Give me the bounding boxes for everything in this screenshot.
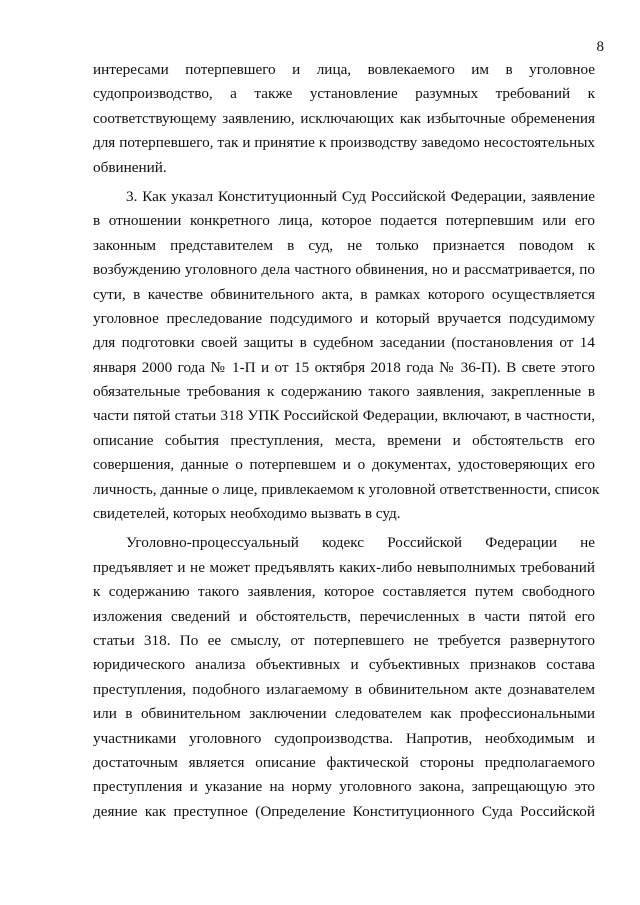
text-line: статьи 318. По ее смыслу, от потерпевшего не требуется развернутого: [93, 631, 595, 649]
text-line: части пятой статьи 318 УПК Российской Федерации, включают, в частности,: [93, 407, 595, 425]
text-line: участниками уголовного судопроизводства. Напротив, необходимым и: [93, 729, 595, 747]
paragraph-1: [93, 58, 595, 180]
text-line: преступления и указание на норму уголовного закона, запрещающую это: [93, 778, 595, 796]
text-line: юридического анализа объективных и субъективных признаков состава: [93, 656, 595, 674]
text-line: интересами потерпевшего и лица, вовлекаемого им в уголовное: [93, 61, 595, 78]
text-line: достаточным является описание фактической стороны предполагаемого: [93, 753, 595, 771]
text-line: предъявляет и не может предъявлять каких-либо невыполнимых требований: [93, 558, 595, 576]
text-line: сути, в качестве обвинительного акта, в рамках которого осуществляется: [93, 285, 595, 303]
text-line: в отношении конкретного лица, которое подается потерпевшим или его: [93, 212, 595, 230]
text-line: обязательные требования к содержанию такого заявления, закрепленные в: [93, 383, 595, 401]
page-number: 8: [596, 39, 604, 55]
text-line: совершения, данные о потерпевшем и о документах, удостоверяющих его: [93, 456, 595, 474]
text-line: деяние как преступное (Определение Конституционного Суда Российской: [93, 802, 595, 820]
text-line: описание события преступления, места, времени и обстоятельств его: [93, 431, 595, 449]
text-line: уголовное преследование подсудимого и который вручается подсудимому: [93, 309, 595, 327]
text-line: к содержанию такого заявления, которое составляется путем свободного: [93, 583, 595, 601]
text-line: законным представителем в суд, не только признается поводом к: [93, 236, 595, 254]
text-line: обвинений.: [93, 158, 167, 176]
paragraph-2: [93, 185, 600, 526]
text-line: возбуждению уголовного дела частного обвинения, но и рассматривается, по: [93, 261, 595, 279]
text-line: свидетелей, которых необходимо вызвать в суд.: [93, 505, 401, 523]
text-line: 3. Как указал Конституционный Суд Российской Федерации, заявление: [126, 187, 595, 205]
text-line: преступления, подобного излагаемому в обвинительном акте дознавателем: [93, 680, 595, 698]
text-line: января 2000 года № 1-П и от 15 октября 2018 года № 36-П). В свете этого: [93, 358, 595, 376]
document-body: [93, 58, 600, 824]
paragraph-3: [93, 531, 595, 824]
text-line: Уголовно-процессуальный кодекс Российской Федерации не: [126, 534, 595, 552]
text-line: личность, данные о лице, привлекаемом к уголовной ответственности, список: [93, 480, 600, 498]
text-line: для подготовки своей защиты в судебном заседании (постановления от 14: [93, 334, 595, 352]
text-line: судопроизводство, а также установление разумных требований к: [93, 85, 595, 103]
text-line: для потерпевшего, так и принятие к производству заведомо несостоятельных: [93, 134, 595, 152]
text-line: соответствующему заявлению, исключающих как избыточные обременения: [93, 109, 595, 127]
text-line: изложения сведений и обстоятельств, перечисленных в части пятой его: [93, 607, 595, 625]
text-line: или в обвинительном заключении следователем как профессиональными: [93, 705, 595, 723]
